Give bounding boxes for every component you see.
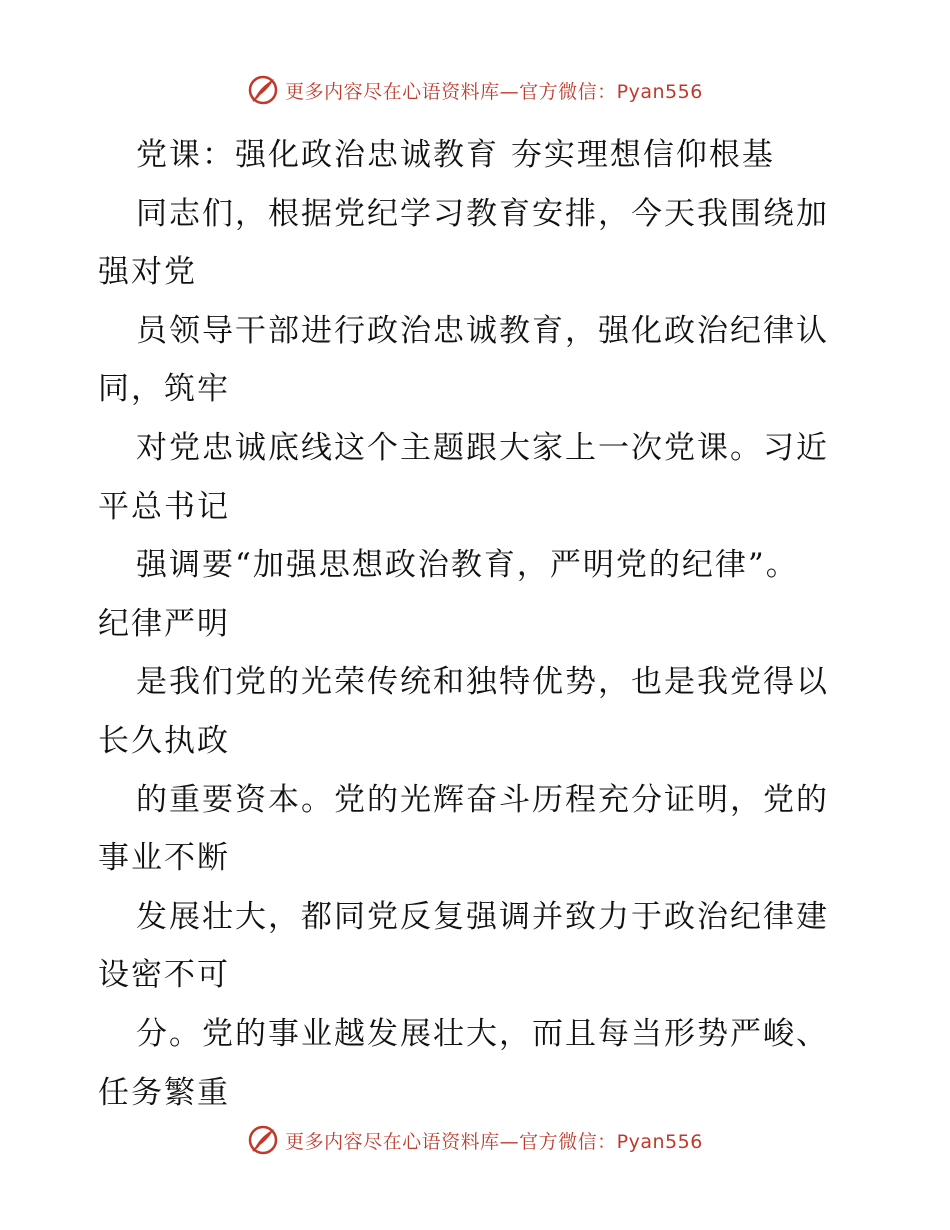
header-watermark-banner bbox=[0, 70, 950, 110]
quill-logo-icon bbox=[247, 74, 279, 106]
paragraph-line: 长久执政 bbox=[98, 722, 230, 759]
header-watermark-text: 更多内容尽在心语资料库—官方微信：Pyan556 bbox=[285, 80, 703, 103]
footer-watermark-text: 更多内容尽在心语资料库—官方微信：Pyan556 bbox=[285, 1130, 703, 1153]
paragraph-line: 同，筑牢 bbox=[98, 371, 230, 408]
paragraph-line: 任务繁重 bbox=[98, 1074, 230, 1111]
paragraph-line: 设密不可 bbox=[98, 957, 230, 994]
paragraph-line: 纪律严明 bbox=[98, 605, 230, 642]
paragraph-line: 发展壮大，都同党反复强调并致力于政治纪律建 bbox=[136, 898, 829, 935]
quill-logo-icon bbox=[247, 1124, 279, 1156]
paragraph-line: 对党忠诚底线这个主题跟大家上一次党课。习近 bbox=[136, 429, 829, 466]
document-body bbox=[98, 126, 858, 1122]
paragraph-line: 强对党 bbox=[98, 254, 197, 291]
paragraph-line: 强调要“加强思想政治教育，严明党的纪律”。 bbox=[136, 547, 799, 584]
paragraph-line: 的重要资本。党的光辉奋斗历程充分证明，党的 bbox=[136, 781, 829, 818]
footer-watermark-banner bbox=[0, 1120, 950, 1160]
paragraph-line: 同志们，根据党纪学习教育安排，今天我围绕加 bbox=[136, 195, 829, 232]
paragraph-line: 员领导干部进行政治忠诚教育，强化政治纪律认 bbox=[136, 312, 829, 349]
paragraph-line: 分。党的事业越发展壮大，而且每当形势严峻、 bbox=[136, 1015, 829, 1052]
paragraph-line: 平总书记 bbox=[98, 488, 230, 525]
document-title: 党课：强化政治忠诚教育 夯实理想信仰根基 bbox=[136, 137, 775, 173]
paragraph-line: 是我们党的光荣传统和独特优势，也是我党得以 bbox=[136, 664, 829, 701]
paragraph-line: 事业不断 bbox=[98, 840, 230, 877]
